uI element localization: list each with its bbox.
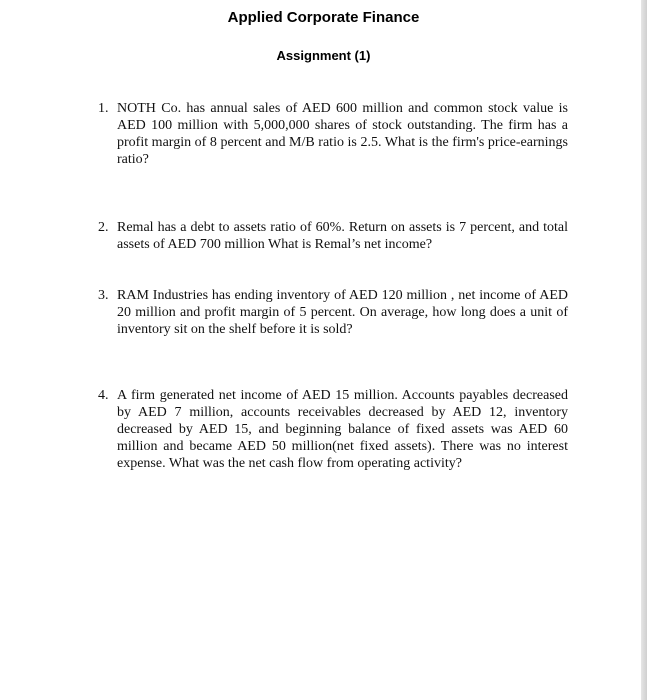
question-text: NOTH Co. has annual sales of AED 600 million and common stock value is AED 100 million with 5,000,000 shares of stock outstanding. The firm has a profit margin of 8 percent and M/B ratio is 2.5. What is the firm's price-earnings ratio? <box>117 101 568 167</box>
question-2 <box>98 219 568 253</box>
question-4 <box>98 387 568 472</box>
question-number: 4. <box>98 388 109 403</box>
page-edge-shadow <box>641 0 647 700</box>
document-subtitle: Assignment (1) <box>276 48 371 63</box>
question-text: Remal has a debt to assets ratio of 60%. Return on assets is 7 percent, and total assets of AED 700 million What is Remal’s net income? <box>117 220 568 252</box>
question-number: 2. <box>98 220 109 235</box>
question-number: 1. <box>98 101 109 116</box>
question-number: 3. <box>98 288 109 303</box>
document-title: Applied Corporate Finance <box>227 9 420 26</box>
question-1 <box>98 100 568 168</box>
question-text: RAM Industries has ending inventory of AED 120 million , net income of AED 20 million and profit margin of 5 percent. On average, how long does a unit of inventory sit on the shelf before it is sold? <box>117 288 568 337</box>
question-text: A firm generated net income of AED 15 million. Accounts payables decreased by AED 7 million, accounts receivables decreased by AED 12, inventory decreased by AED 15, and beginning balance of fixed assets was AED 60 million and became AED 50 million(net fixed assets). There was no interest expense. What was the net cash flow from operating activity? <box>117 388 568 471</box>
question-3 <box>98 287 568 338</box>
